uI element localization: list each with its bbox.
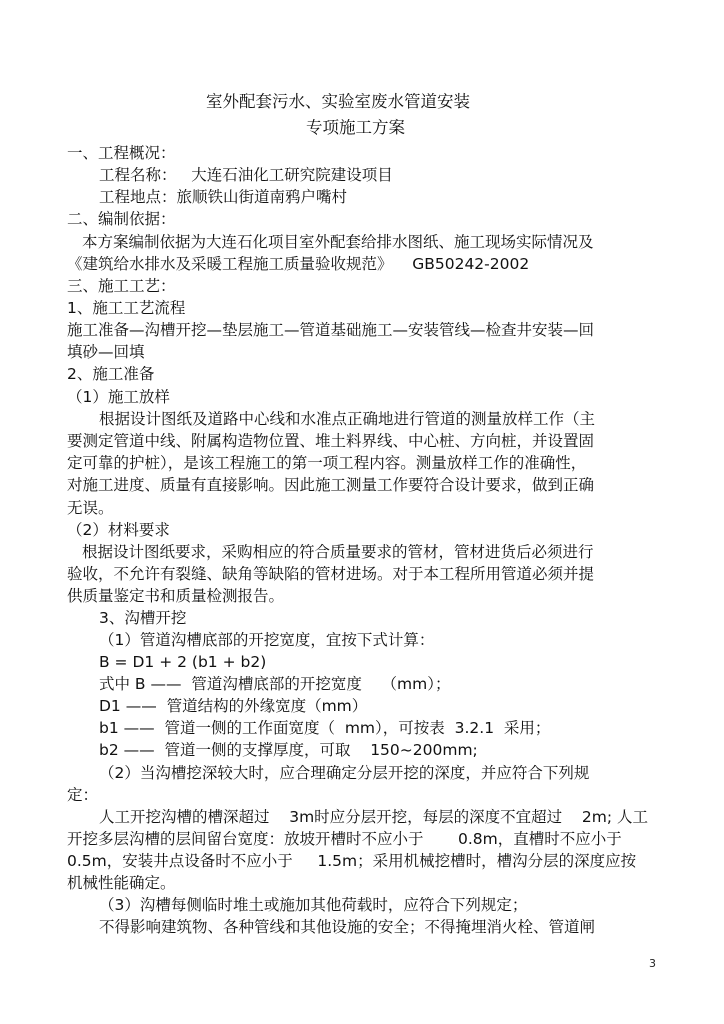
item-heading: （1）管道沟槽底部的开挖宽度，宜按下式计算： — [99, 631, 435, 649]
body-line: 定可靠的护桩），是该工程施工的第一项工程内容。测量放样工作的准确性， — [67, 454, 587, 472]
formula-definition: b1 —— 管道一侧的工作面宽度（ mm），可按表 3.2.1 采用； — [99, 719, 551, 737]
section-heading: 二、编制依据： — [67, 210, 176, 228]
body-line: 对施工进度、质量有直接影响。因此施工测量工作要符合设计要求，做到正确 — [67, 476, 595, 494]
body-line: 要测定管道中线、附属构造物位置、堆土料界线、中心桩、方向桩，并设置固 — [67, 432, 595, 450]
page-number: 3 — [649, 957, 656, 970]
body-line: 填砂—回填 — [67, 343, 145, 361]
body-line: 《建筑给水排水及采暖工程施工质量验收规范》 GB50242-2002 — [67, 255, 530, 273]
project-name-line: 工程名称： 大连石油化工研究院建设项目 — [99, 166, 393, 184]
formula-definition: b2 —— 管道一侧的支撑厚度，可取 150~200mm; — [99, 741, 478, 759]
doc-title-line2: 专项施工方案 — [306, 118, 405, 137]
doc-title-line1: 室外配套污水、实验室废水管道安装 — [206, 92, 470, 111]
body-line: 开挖多层沟槽的层间留台宽度：放坡开槽时不应小于 0.8m，直槽时不应小于 — [67, 830, 622, 848]
body-line: 0.5m，安装井点设备时不应小于 1.5m；采用机械挖槽时，槽沟分层的深度应按 — [67, 852, 637, 870]
body-line: 施工准备—沟槽开挖—垫层施工—管道基础施工—安装管线—检查井安装—回 — [67, 321, 595, 339]
body-line: 根据设计图纸及道路中心线和水准点正确地进行管道的测量放样工作（主 — [99, 410, 596, 428]
subsection-heading: 3、沟槽开挖 — [99, 609, 187, 627]
subsection-heading: 1、施工工艺流程 — [67, 299, 186, 317]
item-heading: （2）当沟槽挖深较大时，应合理确定分层开挖的深度，并应符合下列规 — [99, 764, 590, 782]
body-line: 本方案编制依据为大连石化项目室外配套给排水图纸、施工现场实际情况及 — [82, 233, 594, 251]
subsection-heading: 2、施工准备 — [67, 365, 155, 383]
body-line: 供质量鉴定书和质量检测报告。 — [67, 587, 285, 605]
section-heading: 一、工程概况： — [67, 144, 176, 162]
formula-definition: D1 —— 管道结构的外缘宽度（mm） — [99, 697, 368, 715]
item-heading: （1）施工放样 — [67, 388, 170, 406]
body-line: 机械性能确定。 — [67, 874, 176, 892]
body-line: 不得影响建筑物、各种管线和其他设施的安全；不得掩埋消火栓、管道闸 — [99, 918, 596, 936]
section-heading: 三、施工工艺： — [67, 277, 176, 295]
item-heading: （3）沟槽每侧临时堆土或施加其他荷载时，应符合下列规定； — [99, 896, 528, 914]
body-line: 根据设计图纸要求，采购相应的符合质量要求的管材，管材进货后必须进行 — [82, 543, 594, 561]
body-line: 人工开挖沟槽的槽深超过 3m时应分层开挖，每层的深度不宜超过 2m; 人工 — [99, 808, 648, 826]
formula-line: B = D1 + 2 (b1 + b2) — [99, 653, 267, 671]
body-line: 验收，不允许有裂缝、缺角等缺陷的管材进场。对于本工程所用管道必须并提 — [67, 565, 595, 583]
body-line: 无误。 — [67, 499, 114, 517]
item-heading: （2）材料要求 — [67, 521, 170, 539]
body-line: 定： — [67, 786, 99, 804]
project-location-line: 工程地点：旅顺铁山街道南鸦户嘴村 — [99, 188, 348, 206]
formula-definition: 式中 B —— 管道沟槽底部的开挖宽度 （mm）； — [99, 675, 451, 693]
